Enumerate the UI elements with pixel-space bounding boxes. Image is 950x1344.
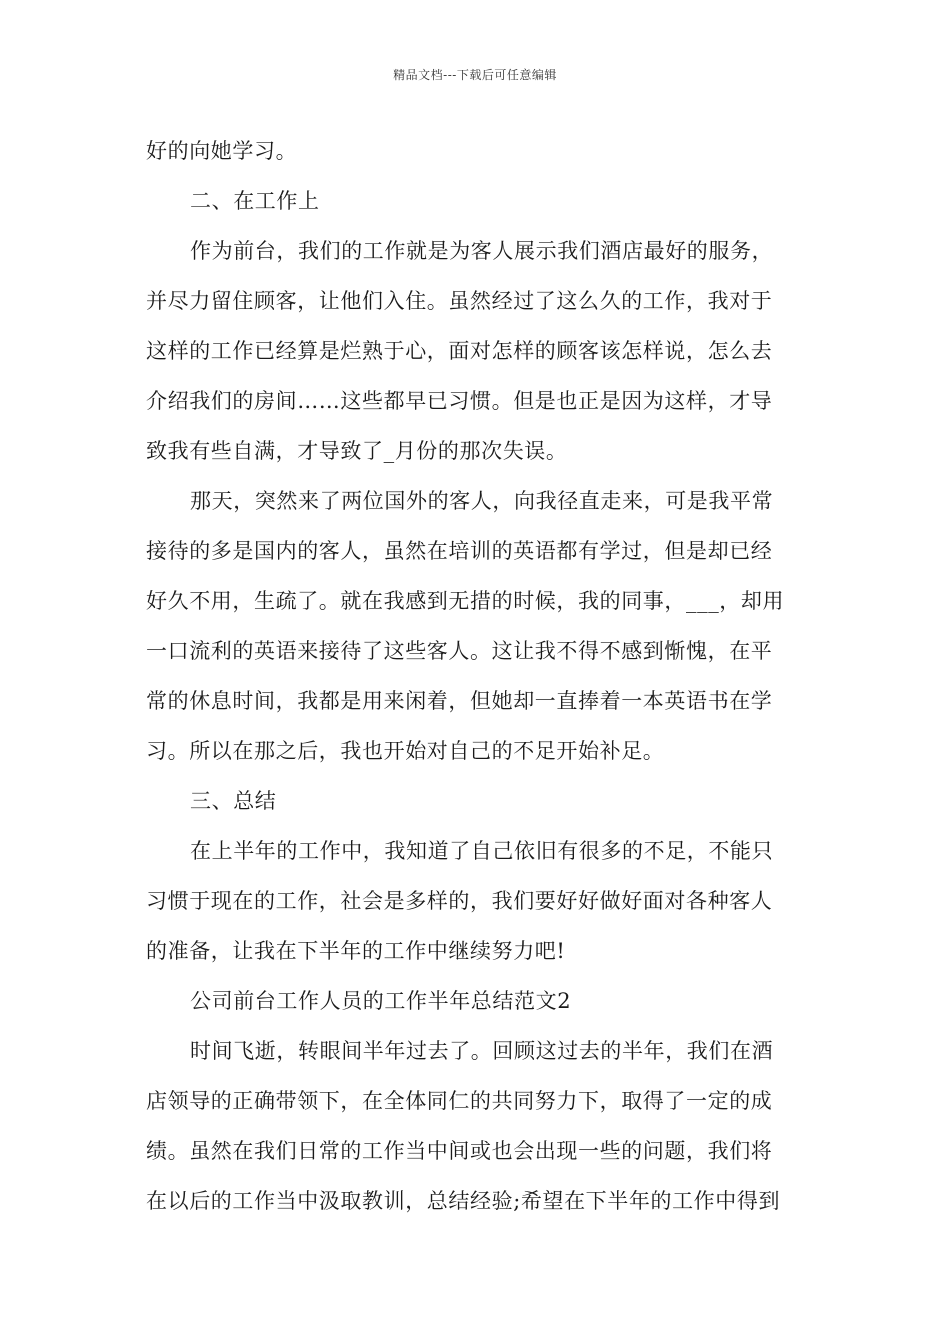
text-line: 好的向她学习。 bbox=[146, 139, 298, 163]
text-line: 在以后的工作当中汲取教训，总结经验;希望在下半年的工作中得到 bbox=[146, 1189, 781, 1213]
text-line: 好久不用，生疏了。就在我感到无措的时候，我的同事，___，却用 bbox=[146, 589, 785, 613]
page-header: 精品文档---下载后可任意编辑 bbox=[393, 68, 557, 82]
text-line: 接待的多是国内的客人，虽然在培训的英语都有学过，但是却已经 bbox=[146, 539, 773, 563]
text-line: 时间飞逝，转眼间半年过去了。回顾这过去的半年，我们在酒 bbox=[190, 1039, 774, 1063]
section-heading: 三、总结 bbox=[190, 789, 277, 813]
text-line: 常的休息时间，我都是用来闲着，但她却一直捧着一本英语书在学 bbox=[146, 689, 773, 713]
text-line: 绩。虽然在我们日常的工作当中间或也会出现一些的问题，我们将 bbox=[146, 1139, 773, 1163]
text-line: 店领导的正确带领下，在全体同仁的共同努力下，取得了一定的成 bbox=[146, 1089, 773, 1113]
document-body bbox=[146, 126, 808, 1226]
text-line: 并尽力留住顾客，让他们入住。虽然经过了这么久的工作，我对于 bbox=[146, 289, 773, 313]
text-line: 介绍我们的房间……这些都早已习惯。但是也正是因为这样，才导 bbox=[146, 389, 773, 413]
section-heading: 二、在工作上 bbox=[190, 189, 320, 213]
text-line: 的准备，让我在下半年的工作中继续努力吧! bbox=[146, 939, 566, 963]
article-title: 公司前台工作人员的工作半年总结范文2 bbox=[190, 989, 572, 1013]
text-line: 那天，突然来了两位国外的客人，向我径直走来，可是我平常 bbox=[190, 489, 774, 513]
text-line: 一口流利的英语来接待了这些客人。这让我不得不感到惭愧，在平 bbox=[146, 639, 773, 663]
text-line: 习。所以在那之后，我也开始对自己的不足开始补足。 bbox=[146, 739, 665, 763]
text-line: 这样的工作已经算是烂熟于心，面对怎样的顾客该怎样说，怎么去 bbox=[146, 339, 773, 363]
text-line: 在上半年的工作中，我知道了自己依旧有很多的不足，不能只 bbox=[190, 839, 774, 863]
text-line: 作为前台，我们的工作就是为客人展示我们酒店最好的服务， bbox=[190, 239, 774, 263]
text-line: 致我有些自满，才导致了_月份的那次失误。 bbox=[146, 439, 568, 463]
text-line: 习惯于现在的工作，社会是多样的，我们要好好做好面对各种客人 bbox=[146, 889, 773, 913]
